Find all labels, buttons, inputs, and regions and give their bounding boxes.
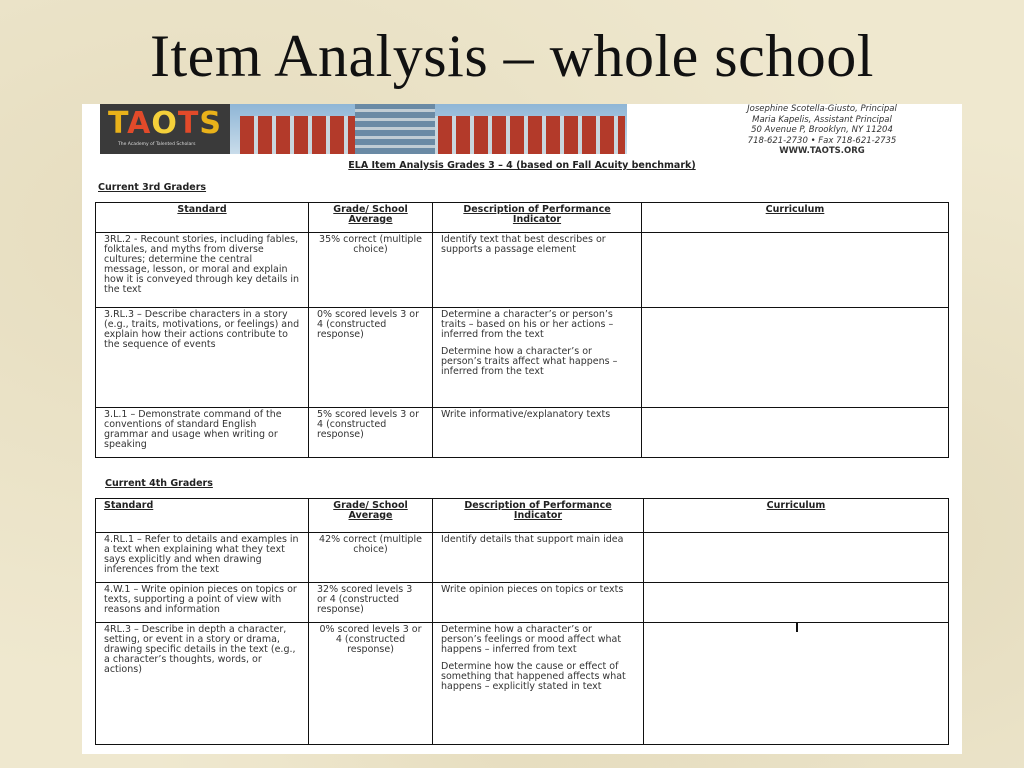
document-heading: ELA Item Analysis Grades 3 – 4 (based on Fall Acuity benchmark) [348,160,696,171]
logo-tagline: The Academy of Talented Scholars [118,142,196,147]
contact-principal: Josephine Scotella-Giusto, Principal [747,104,897,114]
description-cell: Write informative/explanatory texts [433,408,642,458]
curriculum-cell [644,583,949,623]
grade3-table [95,202,949,458]
contact-website: WWW.TAOTS.ORG [779,146,865,156]
col-header-description: Description of Performance Indicator [433,499,644,533]
standard-cell: 3.RL.3 – Describe characters in a story (e.g., traits, motivations, or feelings) and explain how their actions contribute to the sequence of events [96,308,309,408]
contact-address: 50 Avenue P, Brooklyn, NY 11204 [751,125,893,135]
average-cell: 35% correct (multiple choice) [309,233,433,308]
average-cell: 5% scored levels 3 or 4 (constructed response) [309,408,433,458]
standard-cell: 3RL.2 - Recount stories, including fables, folktales, and myths from diverse cultures; determine the central message, lesson, or moral and explain how it is conveyed through key details in the text [96,233,309,308]
col-header-standard: Standard [96,499,309,533]
building-tower [355,104,435,154]
table-row [96,408,949,458]
average-cell: 0% scored levels 3 or 4 (constructed response) [309,308,433,408]
description-cell: Determine how a character’s or person’s feelings or mood affect what happens – inferred from text Determine how the cause or effect of something that happened affects what happens – explicitly stated in text [433,623,644,745]
average-cell: 0% scored levels 3 or 4 (constructed response) [309,623,433,745]
col-header-curriculum: Curriculum [642,203,949,233]
grade4-section-label: Current 4th Graders [105,478,213,489]
table-row [96,623,949,745]
curriculum-cell [642,233,949,308]
description-cell: Determine a character’s or person’s traits – based on his or her actions – inferred from the text Determine how a character’s or person’s traits affect what happens – inferred from the text [433,308,642,408]
slide-title: Item Analysis – whole school [150,23,874,89]
table-row [96,308,949,408]
standard-cell: 4.RL.1 – Refer to details and examples in a text when explaining what they text says explicitly and when drawing inferences from the text [96,533,309,583]
curriculum-cell [644,533,949,583]
contact-assistant-principal: Maria Kapelis, Assistant Principal [752,114,892,125]
curriculum-cell [642,308,949,408]
grade4-table [95,498,949,745]
col-header-description: Description of Performance Indicator [433,203,642,233]
text-cursor [796,623,798,632]
grade3-section-label: Current 3rd Graders [98,182,207,193]
table-header-row [96,499,949,533]
table-row [96,583,949,623]
school-contact-block [692,104,952,157]
standard-cell: 4.W.1 – Write opinion pieces on topics or texts, supporting a point of view with reasons and information [96,583,309,623]
average-cell: 42% correct (multiple choice) [309,533,433,583]
table-header-row [96,203,949,233]
description-cell: Identify details that support main idea [433,533,644,583]
curriculum-cell [644,623,949,745]
col-header-average: Grade/ School Average [309,499,433,533]
description-cell: Identify text that best describes or supports a passage element [433,233,642,308]
table-row [96,233,949,308]
school-logo: TAOTS The Academy of Talented Scholars [100,104,230,154]
col-header-curriculum: Curriculum [644,499,949,533]
standard-cell: 4RL.3 – Describe in depth a character, setting, or event in a story or drama, drawing specific details in the text (e.g., a character’s thoughts, words, or actions) [96,623,309,745]
contact-phone: 718-621-2730 • Fax 718-621-2735 [747,135,897,146]
standard-cell: 3.L.1 – Demonstrate command of the conventions of standard English grammar and usage when writing or speaking [96,408,309,458]
school-banner [100,104,627,154]
document-image [82,104,962,754]
table-row [96,533,949,583]
curriculum-cell [642,408,949,458]
description-cell: Write opinion pieces on topics or texts [433,583,644,623]
col-header-average: Grade/ School Average [309,203,433,233]
col-header-standard: Standard [96,203,309,233]
average-cell: 32% scored levels 3 or 4 (constructed response) [309,583,433,623]
